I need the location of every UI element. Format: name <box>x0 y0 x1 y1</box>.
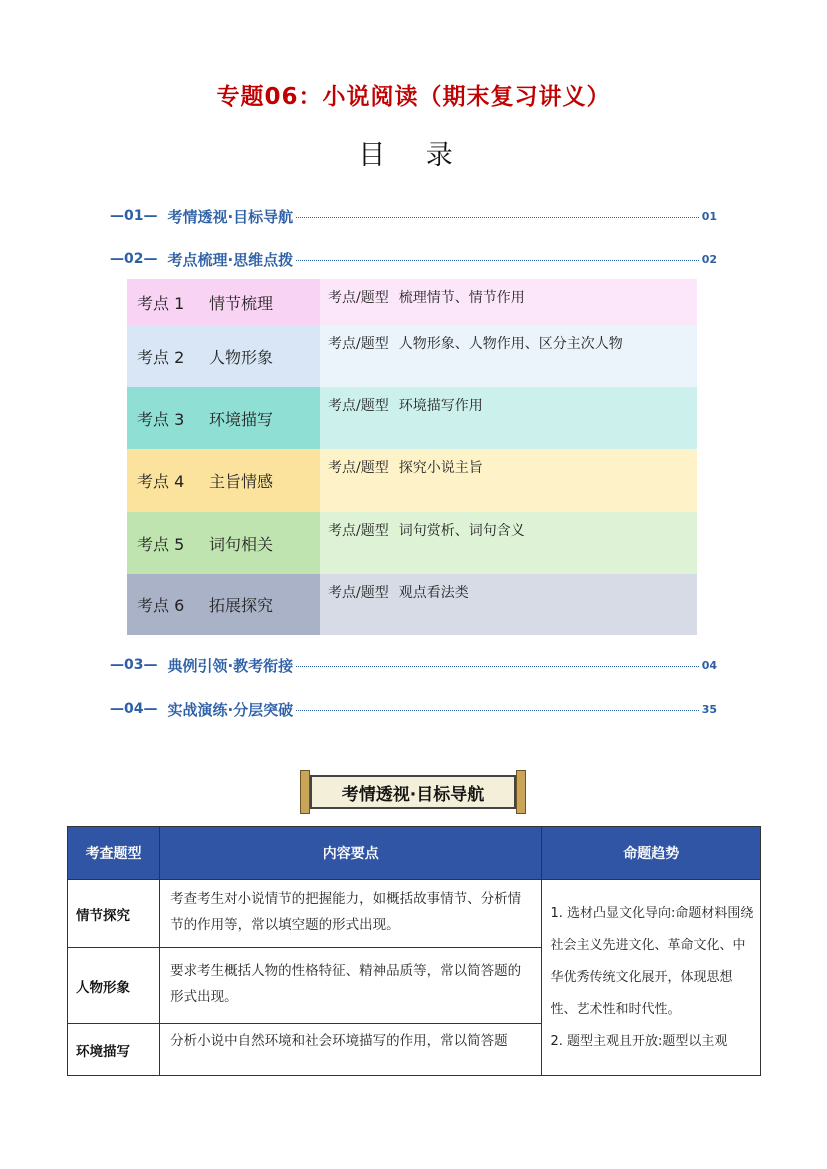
table-row <box>68 880 761 948</box>
trend-item-2 <box>550 1026 754 1058</box>
trend-body: 命题材料围绕社会主义先进文化、革命文化、中华优秀传统文化展开，体现思想性、艺术性和时代性。 <box>550 906 754 1017</box>
kaodian-detail: 梳理情节、情节作用 <box>398 290 525 306</box>
toc-entry-02[interactable] <box>110 249 717 269</box>
row-type: 情节探究 <box>68 880 160 948</box>
kaodian-cell <box>127 449 320 512</box>
row-content: 考查考生对小说情节的把握能力，如概括故事情节、分析情节的作用等，常以填空题的形式出现。 <box>160 880 542 948</box>
kaodian-table <box>127 279 697 635</box>
trend-head: 1. 选材凸显文化导向: <box>550 906 676 921</box>
kaodian-type: 考点/题型 <box>328 398 389 414</box>
kaodian-cell <box>127 574 320 635</box>
kaodian-number: 考点 4 <box>137 472 185 491</box>
trend-cell <box>542 880 761 1076</box>
kaodian-type: 考点/题型 <box>328 290 389 306</box>
exam-analysis-table <box>67 826 761 1076</box>
toc-entry-04[interactable] <box>110 699 717 719</box>
toc-entry-01[interactable] <box>110 206 717 226</box>
kaodian-row-2 <box>127 325 697 387</box>
kaodian-type: 考点/题型 <box>328 523 389 539</box>
kaodian-type: 考点/题型 <box>328 460 389 476</box>
kaodian-detail: 环境描写作用 <box>398 398 483 414</box>
header-trend: 命题趋势 <box>542 827 761 880</box>
kaodian-detail-cell <box>320 574 697 635</box>
scroll-cap-right-icon <box>516 770 526 814</box>
toc-page: 02 <box>701 252 717 266</box>
row-content: 分析小说中自然环境和社会环境描写的作用，常以简答题 <box>160 1024 542 1076</box>
kaodian-cell <box>127 279 320 325</box>
trend-head: 2. 题型主观且开放: <box>550 1034 663 1049</box>
kaodian-detail: 观点看法类 <box>398 585 469 601</box>
row-type: 人物形象 <box>68 948 160 1024</box>
kaodian-name: 人物形象 <box>209 347 274 367</box>
kaodian-cell <box>127 387 320 449</box>
scroll-cap-left-icon <box>300 770 310 814</box>
header-type: 考查题型 <box>68 827 160 880</box>
kaodian-name: 情节梳理 <box>209 293 274 313</box>
kaodian-number: 考点 2 <box>137 347 185 367</box>
toc-leader <box>296 208 699 218</box>
toc-page: 35 <box>701 702 717 716</box>
kaodian-cell <box>127 325 320 387</box>
kaodian-detail-cell <box>320 512 697 574</box>
section-banner <box>300 770 526 814</box>
kaodian-row-1 <box>127 279 697 325</box>
toc-label: 实战演练·分层突破 <box>167 700 294 719</box>
trend-body: 题型以主观 <box>662 1034 728 1049</box>
kaodian-detail: 人物形象、人物作用、区分主次人物 <box>398 336 623 352</box>
kaodian-detail-cell <box>320 279 697 325</box>
toc-label: 考情透视·目标导航 <box>167 207 294 226</box>
kaodian-row-5 <box>127 512 697 574</box>
kaodian-number: 考点 5 <box>137 534 185 554</box>
kaodian-type: 考点/题型 <box>328 336 389 352</box>
toc-leader <box>296 701 699 711</box>
kaodian-detail-cell <box>320 449 697 512</box>
toc-leader <box>296 657 699 667</box>
kaodian-detail-cell <box>320 387 697 449</box>
toc-heading: 目 录 <box>358 140 469 171</box>
kaodian-detail: 探究小说主旨 <box>398 460 483 476</box>
kaodian-row-4 <box>127 449 697 512</box>
kaodian-number: 考点 6 <box>137 596 185 615</box>
kaodian-number: 考点 3 <box>137 409 185 429</box>
row-content: 要求考生概括人物的性格特征、精神品质等，常以简答题的形式出现。 <box>160 948 542 1024</box>
toc-number: —04— <box>110 701 158 717</box>
kaodian-row-3 <box>127 387 697 449</box>
kaodian-name: 主旨情感 <box>209 472 274 491</box>
banner-label: 考情透视·目标导航 <box>310 775 516 809</box>
toc-leader <box>296 251 699 261</box>
toc-number: —03— <box>110 657 158 673</box>
table-header-row <box>68 827 761 880</box>
toc-entry-03[interactable] <box>110 655 717 675</box>
toc-page: 04 <box>701 658 717 672</box>
toc-label: 考点梳理·思维点拨 <box>167 250 294 269</box>
header-content: 内容要点 <box>160 827 542 880</box>
kaodian-cell <box>127 512 320 574</box>
kaodian-number: 考点 1 <box>137 293 185 313</box>
kaodian-name: 拓展探究 <box>209 596 274 615</box>
toc-label: 典例引领·教考衔接 <box>167 656 294 675</box>
kaodian-name: 环境描写 <box>209 409 274 429</box>
kaodian-name: 词句相关 <box>209 534 274 554</box>
row-type: 环境描写 <box>68 1024 160 1076</box>
kaodian-detail: 词句赏析、词句含义 <box>398 523 525 539</box>
kaodian-detail-cell <box>320 325 697 387</box>
toc-number: —02— <box>110 251 158 267</box>
kaodian-row-6 <box>127 574 697 635</box>
kaodian-type: 考点/题型 <box>328 585 389 601</box>
toc-page: 01 <box>701 209 717 223</box>
document-title: 专题06：小说阅读（期末复习讲义） <box>216 84 611 110</box>
trend-item-1 <box>550 898 754 1026</box>
toc-number: —01— <box>110 208 158 224</box>
